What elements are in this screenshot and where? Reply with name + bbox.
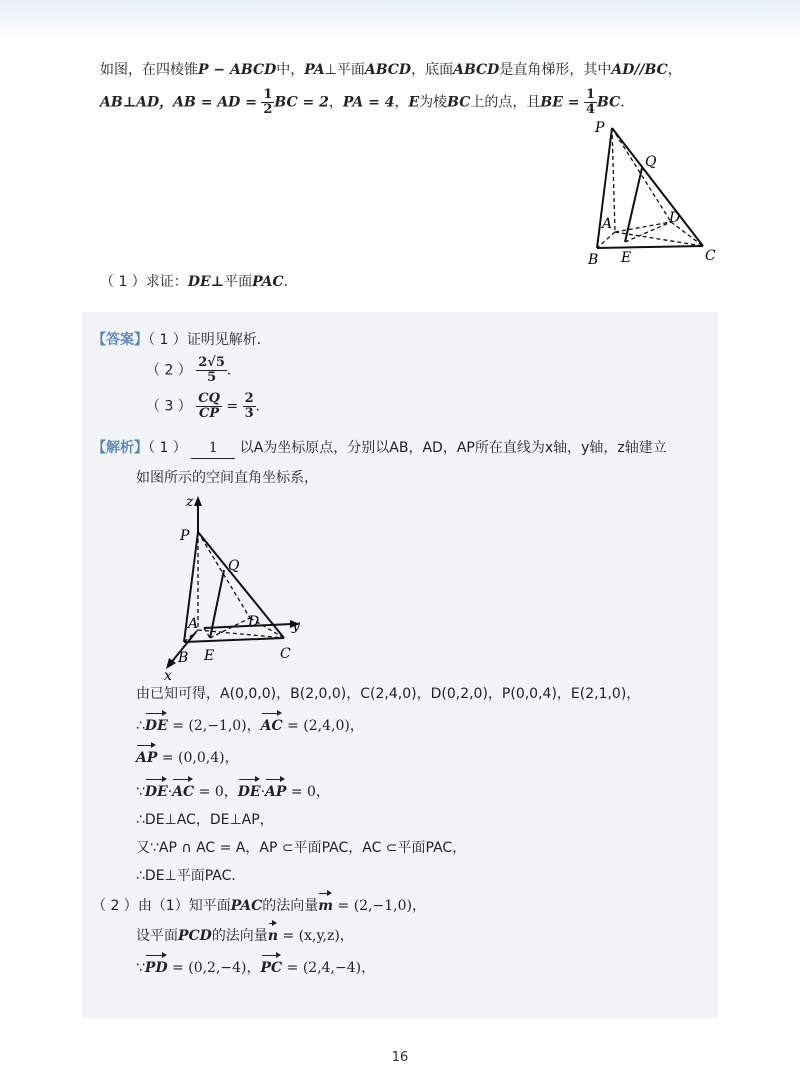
label-b: B bbox=[178, 650, 189, 666]
analysis-part2-line3: ∵PD = (0,2,−4)，PC = (2,4,−4)， bbox=[136, 960, 376, 976]
page-number: 16 bbox=[391, 1050, 409, 1065]
analysis-de-ac: ∴DE = (2,−1,0)，AC = (2,4,0)， bbox=[136, 718, 364, 734]
edge-ac bbox=[615, 232, 703, 246]
label-p: P bbox=[595, 120, 605, 136]
coordinate-figure bbox=[160, 490, 320, 682]
label-p: P bbox=[180, 528, 190, 544]
edge-pd bbox=[198, 532, 250, 618]
label-d: D bbox=[669, 210, 681, 226]
edge-pd bbox=[612, 128, 671, 222]
fraction-2sqrt5-over-5: $\frac{2√5}{5}$ bbox=[198, 355, 225, 385]
label-e: E bbox=[621, 250, 632, 266]
label-q: Q bbox=[645, 154, 657, 170]
analysis-line-2: 如图所示的空间直角坐标系， bbox=[136, 470, 318, 486]
answer-line-3: （ 3 ） $\frac{CQ}{CP}$ = $\frac{2}{3}$ ． bbox=[146, 391, 270, 421]
label-c: C bbox=[280, 646, 291, 662]
fraction-half: $\frac{1}{2}$ bbox=[263, 87, 273, 117]
label-q: Q bbox=[228, 558, 240, 574]
label-z: z bbox=[186, 494, 194, 510]
fraction-quarter: $\frac{1}{4}$ bbox=[585, 87, 596, 117]
analysis-line-1: 【解析】（ 1 ） 1 以A为坐标原点，分别以AB，AD，AP所在直线为x轴，y轴，z轴建立 bbox=[92, 438, 667, 459]
label-y: y bbox=[292, 618, 300, 634]
edge-ae bbox=[204, 628, 210, 638]
label-b: B bbox=[588, 252, 599, 268]
analysis-part2-line1: （ 2 ）由（1）知平面PAC的法向量m = (2,−1,0)， bbox=[92, 898, 426, 914]
analysis-part2-line2: 设平面PCD的法向量n = (x,y,z)， bbox=[136, 928, 354, 944]
analysis-tag: 【解析】 bbox=[92, 440, 148, 456]
label-x: x bbox=[164, 668, 172, 682]
edge-eq bbox=[625, 168, 642, 242]
analysis-ap: AP = (0,0,4)， bbox=[136, 750, 239, 766]
problem-line-2: AB⊥AD，AB = AD = $\frac{1}{2}$ BC = 2，PA = 4，E为棱BC上的点，且BE = $\frac{1}{4}$ BC． bbox=[100, 87, 635, 117]
blank-1: 1 bbox=[191, 438, 235, 459]
edge-ed bbox=[625, 222, 671, 242]
label-d: D bbox=[248, 614, 260, 630]
edge-pa bbox=[612, 128, 615, 232]
analysis-perp: ∴DE⊥AC，DE⊥AP， bbox=[136, 812, 274, 828]
edge-ad bbox=[615, 222, 671, 232]
answer-line-1: 【答案】（ 1 ）证明见解析． bbox=[92, 332, 271, 348]
label-a: A bbox=[188, 616, 199, 632]
analysis-intersect: 又∵AP ∩ AC = A，AP ⊂平面PAC，AC ⊂平面PAC， bbox=[136, 840, 467, 856]
fraction-two-thirds: $\frac{2}{3}$ bbox=[244, 391, 254, 421]
label-e: E bbox=[204, 648, 215, 664]
fraction-cq-over-cp: $\frac{CQ}{CP}$ bbox=[198, 391, 220, 421]
edge-pc bbox=[198, 532, 284, 638]
analysis-dot: ∵DE·AC = 0，DE·AP = 0， bbox=[136, 784, 330, 800]
analysis-conclusion: ∴DE⊥平面PAC． bbox=[136, 868, 246, 884]
label-a: A bbox=[602, 216, 613, 232]
label-c: C bbox=[705, 248, 716, 264]
edge-bc bbox=[184, 638, 284, 642]
pyramid-figure bbox=[585, 118, 725, 268]
analysis-coords: 由已知可得，A(0,0,0)，B(2,0,0)，C(2,4,0)，D(0,2,0)，P(0,0,4)，E(2,1,0)， bbox=[136, 686, 641, 702]
header-band bbox=[0, 0, 800, 40]
answer-tag: 【答案】 bbox=[92, 332, 148, 348]
problem-line-1: 如图，在四棱锥P − ABCD中，PA⊥平面ABCD，底面ABCD是直角梯形，其中AD//BC， bbox=[100, 62, 682, 78]
answer-line-2: （ 2 ） $\frac{2√5}{5}$ ． bbox=[146, 355, 241, 385]
axis-z-arrow bbox=[194, 496, 202, 506]
question-1: （ 1 ）求证：DE⊥平面PAC． bbox=[100, 274, 298, 290]
edge-bc bbox=[597, 246, 703, 248]
